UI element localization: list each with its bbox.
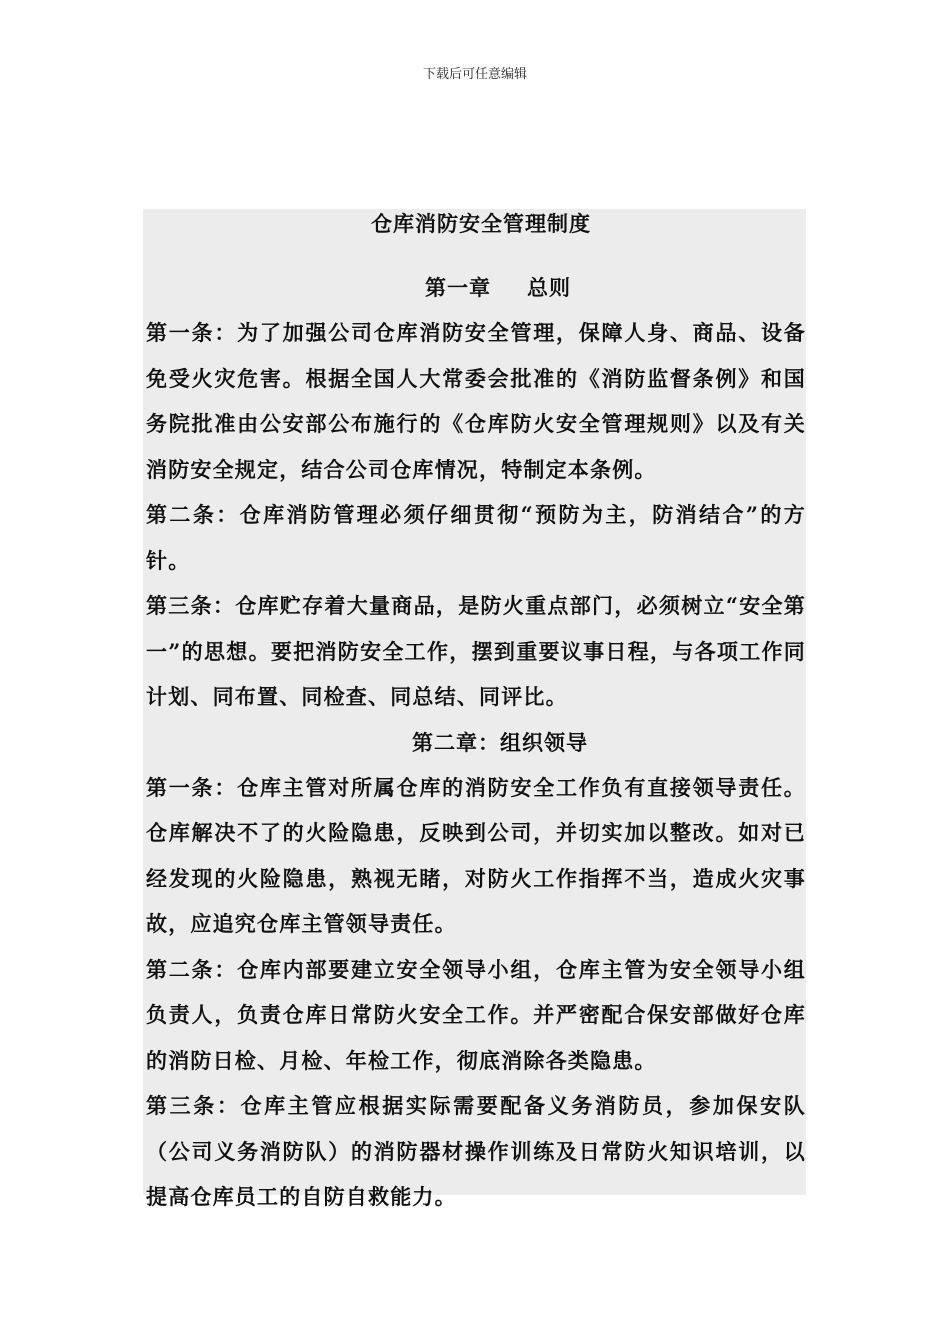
- chapter-1-heading: [146, 265, 806, 310]
- chapter-2-article-1: 第一条：仓库主管对所属仓库的消防安全工作负有直接领导责任。仓库解决不了的火险隐患，反映到公司，并切实加以整改。如对已经发现的火险隐患，熟视无睹，对防火工作指挥不当，造成火灾事故，应追究仓库主管领导责任。: [146, 774, 806, 936]
- chapter-1-name: 总则: [527, 275, 571, 300]
- chapter-1-article-3: 第三条：仓库贮存着大量商品，是防火重点部门，必须树立“安全第一”的思想。要把消防安全工作，摆到重要议事日程，与各项工作同计划、同布置、同检查、同总结、同评比。: [146, 593, 806, 709]
- document-body: [143, 209, 806, 1209]
- chapter-2-heading: 第二章：组织领导: [412, 729, 588, 755]
- chapter-2-article-2: 第二条：仓库内部要建立安全领导小组，仓库主管为安全领导小组负责人，负责仓库日常防火安全工作。并严密配合保安部做好仓库的消防日检、月检、年检工作，彻底消除各类隐患。: [146, 956, 806, 1073]
- chapter-1-label: 第一章: [425, 275, 491, 300]
- chapter-1-article-1: 第一条：为了加强公司仓库消防安全管理，保障人身、商品、设备免受火灾危害。根据全国人大常委会批准的《消防监督条例》和国务院批准由公安部公布施行的《仓库防火安全管理规则》以及有关消防安全规定，结合公司仓库情况，特制定本条例。: [146, 320, 806, 482]
- document-title: 仓库消防安全管理制度: [371, 211, 591, 236]
- chapter-1-article-2: 第二条：仓库消防管理必须仔细贯彻“预防为主，防消结合”的方针。: [146, 502, 806, 573]
- chapter-2-article-3: 第三条：仓库主管应根据实际需要配备义务消防员，参加保安队（公司义务消防队）的消防器材操作训练及日常防火知识培训，以提高仓库员工的自防自救能力。: [146, 1093, 806, 1209]
- page-header-note: 下载后可任意编辑: [422, 67, 527, 82]
